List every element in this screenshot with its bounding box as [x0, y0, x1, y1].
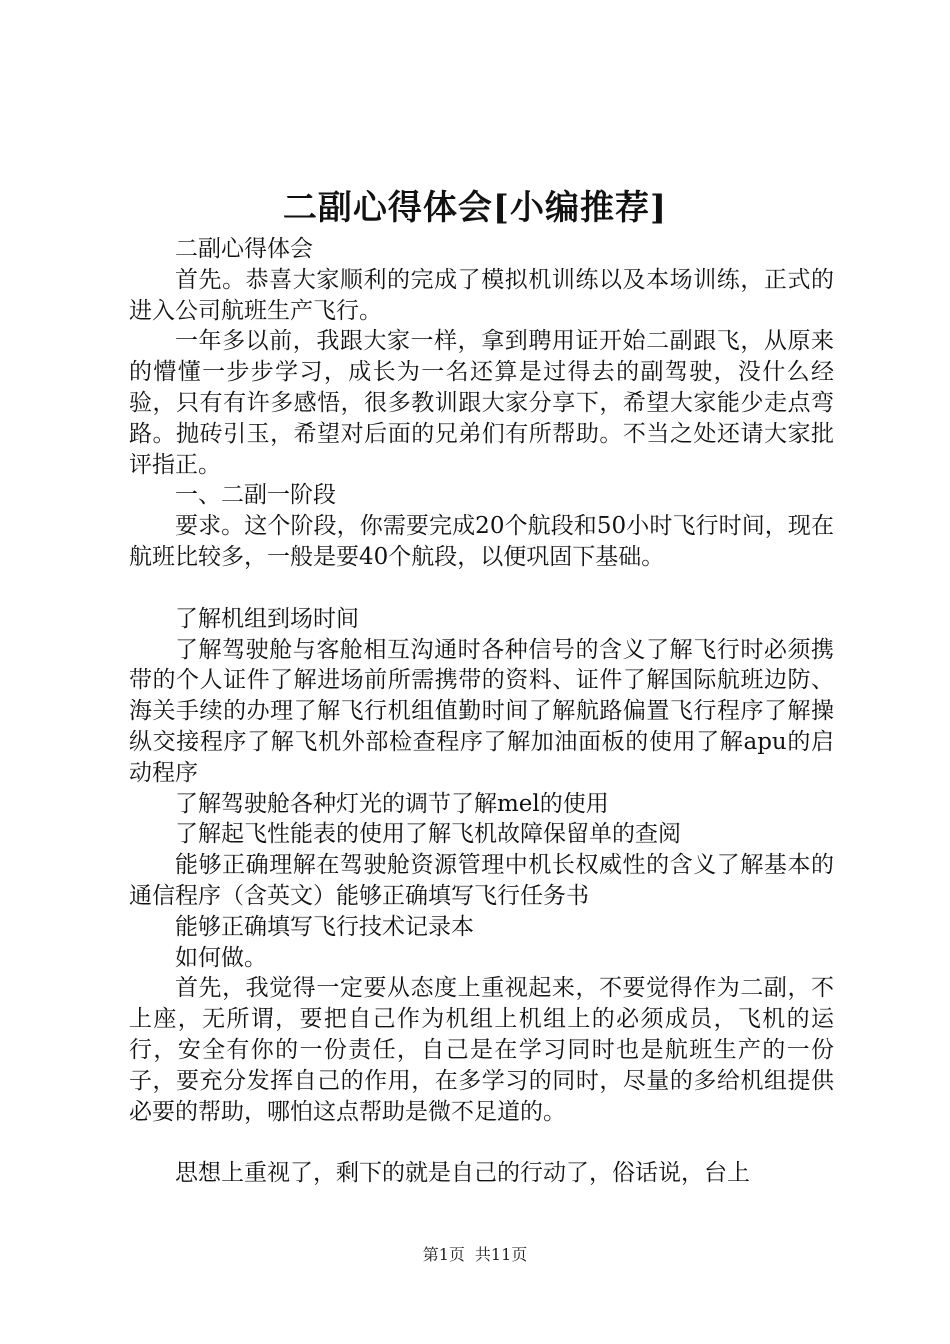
paragraph: 了解机组到场时间 — [175, 605, 359, 632]
paragraph: 了解驾驶舱与客舱相互沟通时各种信号的含义了解飞行时必须携带的个人证件了解进场前所需携带的资料、证件了解国际航班边防、海关手续的办理了解飞行机组值勤时间了解航路偏置飞行程序了解操纵交接程序了解飞机外部检查程序了解加油面板的使用了解apu的启动程序 — [129, 636, 834, 786]
document-title: 二副心得体会[小编推荐] — [282, 188, 668, 228]
section-heading: 一、二副一阶段 — [175, 482, 336, 509]
blank-line — [129, 573, 834, 604]
paragraph: 了解起飞性能表的使用了解飞机故障保留单的查阅 — [175, 821, 681, 848]
paragraph: 了解驾驶舱各种灯光的调节了解mel的使用 — [175, 790, 609, 817]
paragraph: 思想上重视了，剩下的就是自己的行动了，俗话说，台上 — [175, 1160, 750, 1187]
page-footer — [0, 1243, 950, 1267]
paragraph: 要求。这个阶段，你需要完成20个航段和50小时飞行时间，现在航班比较多，一般是要40个航段，以便巩固下基础。 — [129, 513, 834, 570]
document-body — [129, 234, 834, 1189]
paragraph-heading: 二副心得体会 — [175, 236, 313, 262]
paragraph: 如何做。 — [175, 944, 267, 971]
paragraph: 首先。恭喜大家顺利的完成了模拟机训练以及本场训练，正式的进入公司航班生产飞行。 — [129, 266, 834, 324]
page-number: 第1页 — [422, 1245, 465, 1264]
blank-line — [129, 1127, 834, 1158]
paragraph: 能够正确理解在驾驶舱资源管理中机长权威性的含义了解基本的通信程序（含英文）能够正确填写飞行任务书 — [129, 852, 834, 909]
paragraph: 首先，我觉得一定要从态度上重视起来，不要觉得作为二副，不上座，无所谓，要把自己作为机组上机组上的必须成员，飞机的运行，安全有你的一份责任，自己是在学习同时也是航班生产的一份子，要充分发挥自己的作用，在多学习的同时，尽量的多给机组提供必要的帮助，哪怕这点帮助是微不足道的。 — [129, 975, 834, 1125]
paragraph: 能够正确填写飞行技术记录本 — [175, 913, 474, 940]
page-total: 共11页 — [474, 1245, 528, 1264]
paragraph: 一年多以前，我跟大家一样，拿到聘用证开始二副跟飞，从原来的懵懂一步步学习，成长为一名还算是过得去的副驾驶，没什么经验，只有有许多感悟，很多教训跟大家分享下，希望大家能少走点弯路。抛砖引玉，希望对后面的兄弟们有所帮助。不当之处还请大家批评指正。 — [129, 328, 834, 478]
